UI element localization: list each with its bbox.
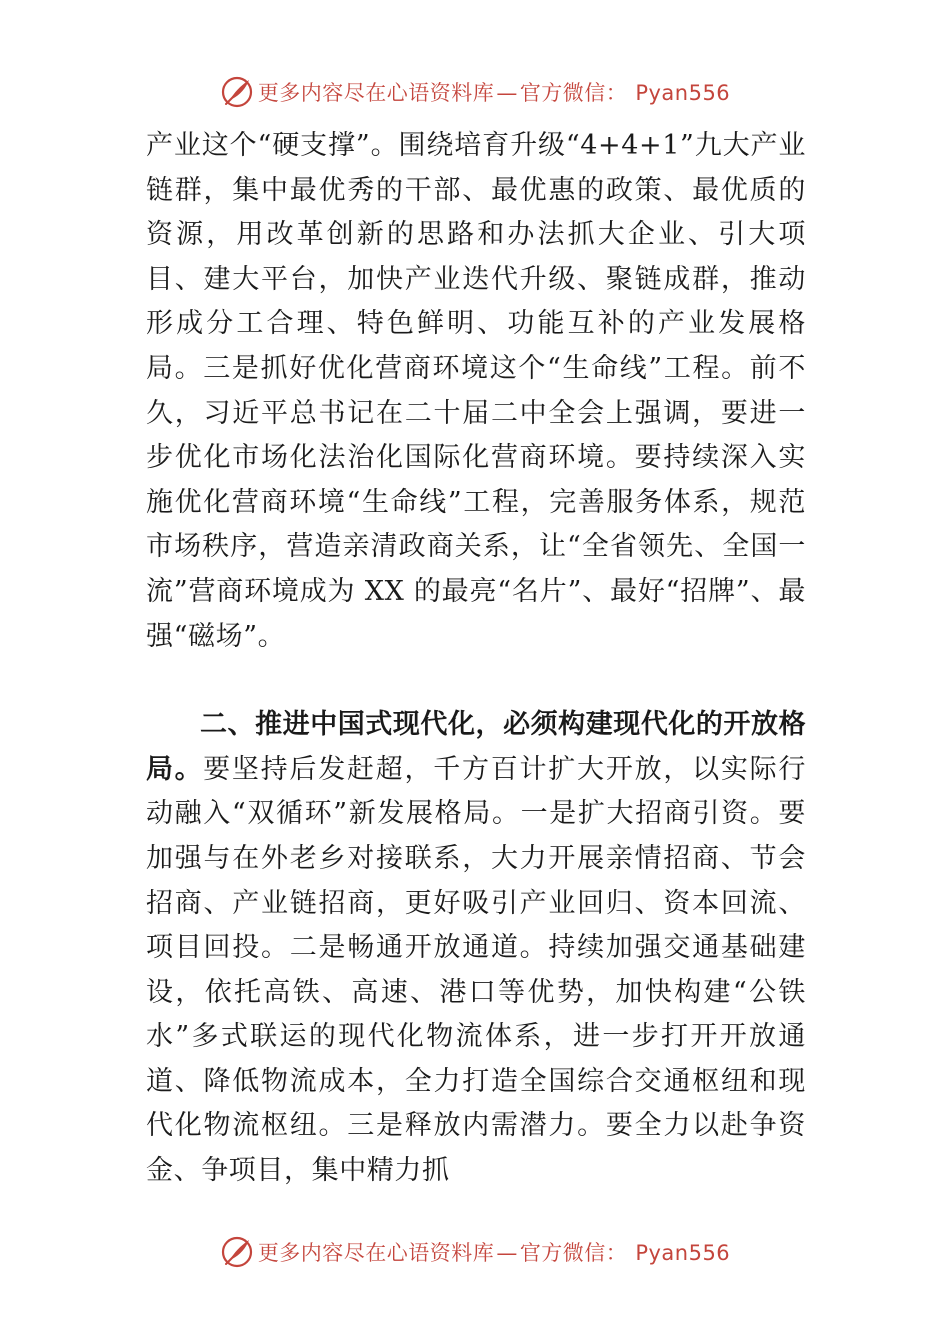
banner-slogan: 更多内容尽在心语资料库 <box>257 1241 495 1265</box>
header-banner <box>0 70 950 114</box>
footer-banner-text <box>258 1237 730 1267</box>
section-heading: 二、推进中国式现代化，必须构建现代化的开放格局。 <box>146 709 806 785</box>
header-banner-text <box>258 77 730 107</box>
banner-wechat-id: Pyan556 <box>635 81 731 105</box>
body-paragraph-2 <box>146 703 806 1194</box>
banner-separator: — <box>496 81 518 105</box>
body-paragraph-1: 产业这个“硬支撑”。围绕培育升级“4+4+1”九大产业链群，集中最优秀的干部、最优惠的政策、最优质的资源，用改革创新的思路和办法抓大企业、引大项目、建大平台，加快产业迭代升级、聚链成群，推动形成分工合理、特色鲜明、功能互补的产业发展格局。三是抓好优化营商环境这个“生命线”工程。前不久，习近平总书记在二十届二中全会上强调，要进一步优化市场化法治化国际化营商环境。要持续深入实施优化营商环境“生命线”工程，完善服务体系，规范市场秩序，营造亲清政商关系，让“全省领先、全国一流”营商环境成为 XX 的最亮“名片”、最好“招牌”、最强“磁场”。 <box>146 130 806 652</box>
feather-pen-logo-icon <box>220 75 254 109</box>
body-paragraph-2-text: 要坚持后发赶超，千方百计扩大开放，以实际行动融入“双循环”新发展格局。一是扩大招商引资。要加强与在外老乡对接联系，大力开展亲情招商、节会招商、产业链招商，更好吸引产业回归、资本回流、项目回投。二是畅通开放通道。持续加强交通基础建设，依托高铁、高速、港口等优势，加快构建“公铁水”多式联运的现代化物流体系，进一步打开开放通道、降低物流成本，全力打造全国综合交通枢纽和现代化物流枢纽。三是释放内需潜力。要全力以赴争资金、争项目，集中精力抓 <box>146 753 806 1187</box>
banner-slogan: 更多内容尽在心语资料库 <box>257 81 495 105</box>
footer-banner <box>0 1230 950 1274</box>
document-body <box>146 124 806 1194</box>
banner-wechat-id: Pyan556 <box>635 1241 731 1265</box>
banner-wechat-label: 官方微信： <box>519 1241 628 1265</box>
banner-separator: — <box>496 1241 518 1265</box>
feather-pen-logo-icon <box>220 1235 254 1269</box>
banner-wechat-label: 官方微信： <box>519 81 628 105</box>
